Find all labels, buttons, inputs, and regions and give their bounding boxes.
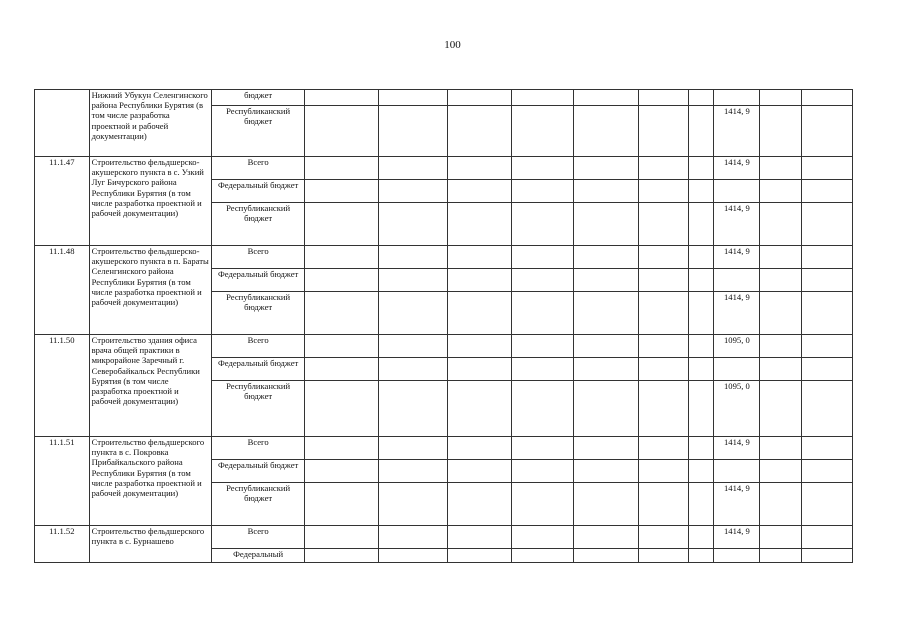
empty-cell <box>447 381 511 437</box>
empty-cell <box>447 269 511 292</box>
empty-cell <box>689 335 714 358</box>
funding-source: Республиканский бюджет <box>212 203 304 246</box>
amount-cell <box>714 269 760 292</box>
item-code: 11.1.52 <box>35 526 90 563</box>
empty-cell <box>573 106 638 157</box>
funding-source: Федеральный бюджет <box>212 269 304 292</box>
empty-cell <box>638 106 688 157</box>
empty-cell <box>802 157 853 180</box>
item-name: Строительство фельдшерско-акушерского пункта в п. Бараты Селенгинского района Республики Бурятия (в том числе разработка проектной и рабочей документации) <box>89 246 212 335</box>
empty-cell <box>573 90 638 106</box>
empty-cell <box>638 381 688 437</box>
empty-cell <box>379 381 447 437</box>
empty-cell <box>511 203 573 246</box>
empty-cell <box>802 269 853 292</box>
empty-cell <box>760 180 802 203</box>
empty-cell <box>802 292 853 335</box>
funding-source: Всего <box>212 246 304 269</box>
empty-cell <box>573 483 638 526</box>
empty-cell <box>304 90 379 106</box>
empty-cell <box>638 180 688 203</box>
empty-cell <box>379 483 447 526</box>
empty-cell <box>760 106 802 157</box>
empty-cell <box>304 203 379 246</box>
empty-cell <box>802 549 853 563</box>
funding-source: Федеральный бюджет <box>212 460 304 483</box>
empty-cell <box>379 90 447 106</box>
funding-source: Республиканский бюджет <box>212 292 304 335</box>
empty-cell <box>304 483 379 526</box>
empty-cell <box>379 157 447 180</box>
empty-cell <box>379 246 447 269</box>
empty-cell <box>689 437 714 460</box>
empty-cell <box>304 437 379 460</box>
empty-cell <box>379 549 447 563</box>
empty-cell <box>511 106 573 157</box>
empty-cell <box>379 292 447 335</box>
empty-cell <box>638 549 688 563</box>
amount-cell <box>714 90 760 106</box>
empty-cell <box>760 203 802 246</box>
empty-cell <box>760 358 802 381</box>
empty-cell <box>638 358 688 381</box>
empty-cell <box>802 335 853 358</box>
amount-cell: 1414, 9 <box>714 246 760 269</box>
empty-cell <box>573 549 638 563</box>
funding-source: Федеральный бюджет <box>212 358 304 381</box>
empty-cell <box>638 269 688 292</box>
empty-cell <box>802 526 853 549</box>
table-row <box>35 246 853 269</box>
empty-cell <box>511 483 573 526</box>
amount-cell: 1414, 9 <box>714 437 760 460</box>
amount-cell: 1414, 9 <box>714 526 760 549</box>
empty-cell <box>573 381 638 437</box>
empty-cell <box>573 292 638 335</box>
empty-cell <box>379 335 447 358</box>
empty-cell <box>802 483 853 526</box>
empty-cell <box>689 246 714 269</box>
empty-cell <box>379 358 447 381</box>
empty-cell <box>573 157 638 180</box>
empty-cell <box>573 203 638 246</box>
empty-cell <box>573 246 638 269</box>
empty-cell <box>379 526 447 549</box>
item-name: Строительство фельдшерского пункта в с. Бурнашево <box>89 526 212 563</box>
empty-cell <box>802 246 853 269</box>
empty-cell <box>689 460 714 483</box>
empty-cell <box>447 335 511 358</box>
funding-source: бюджет <box>212 90 304 106</box>
empty-cell <box>304 526 379 549</box>
empty-cell <box>760 246 802 269</box>
empty-cell <box>760 269 802 292</box>
item-code: 11.1.47 <box>35 157 90 246</box>
item-name: Строительство фельдшерско-акушерского пункта в с. Узкий Луг Бичурского района Республики Бурятия (в том числе разработка проектной и рабочей документации) <box>89 157 212 246</box>
funding-source: Федеральный бюджет <box>212 180 304 203</box>
empty-cell <box>304 335 379 358</box>
empty-cell <box>511 437 573 460</box>
empty-cell <box>511 358 573 381</box>
empty-cell <box>689 269 714 292</box>
empty-cell <box>511 269 573 292</box>
amount-cell <box>714 460 760 483</box>
empty-cell <box>760 483 802 526</box>
empty-cell <box>760 526 802 549</box>
empty-cell <box>760 90 802 106</box>
empty-cell <box>638 526 688 549</box>
empty-cell <box>689 180 714 203</box>
empty-cell <box>304 180 379 203</box>
empty-cell <box>447 549 511 563</box>
empty-cell <box>511 90 573 106</box>
empty-cell <box>379 180 447 203</box>
empty-cell <box>638 292 688 335</box>
empty-cell <box>447 358 511 381</box>
empty-cell <box>447 460 511 483</box>
empty-cell <box>573 460 638 483</box>
item-code: 11.1.51 <box>35 437 90 526</box>
amount-cell: 1414, 9 <box>714 483 760 526</box>
empty-cell <box>447 180 511 203</box>
empty-cell <box>511 335 573 358</box>
empty-cell <box>511 157 573 180</box>
empty-cell <box>802 437 853 460</box>
empty-cell <box>447 203 511 246</box>
amount-cell: 1414, 9 <box>714 157 760 180</box>
empty-cell <box>304 106 379 157</box>
empty-cell <box>689 381 714 437</box>
empty-cell <box>760 381 802 437</box>
funding-source: Республиканский бюджет <box>212 381 304 437</box>
empty-cell <box>447 526 511 549</box>
empty-cell <box>379 269 447 292</box>
amount-cell <box>714 358 760 381</box>
funding-source: Всего <box>212 526 304 549</box>
empty-cell <box>511 292 573 335</box>
funding-source: Всего <box>212 335 304 358</box>
empty-cell <box>447 483 511 526</box>
empty-cell <box>304 381 379 437</box>
empty-cell <box>304 157 379 180</box>
amount-cell: 1414, 9 <box>714 106 760 157</box>
empty-cell <box>689 90 714 106</box>
empty-cell <box>304 549 379 563</box>
empty-cell <box>447 90 511 106</box>
empty-cell <box>573 269 638 292</box>
empty-cell <box>511 460 573 483</box>
empty-cell <box>304 358 379 381</box>
amount-cell: 1095, 0 <box>714 381 760 437</box>
amount-cell <box>714 180 760 203</box>
empty-cell <box>802 358 853 381</box>
empty-cell <box>638 335 688 358</box>
empty-cell <box>802 106 853 157</box>
empty-cell <box>511 549 573 563</box>
item-name: Строительство здания офиса врача общей практики в микрорайоне Заречный г. Северобайкальск Республики Бурятия (в том числе разработка проектной и рабочей документации) <box>89 335 212 437</box>
empty-cell <box>447 246 511 269</box>
empty-cell <box>379 203 447 246</box>
item-name: Нижний Убукун Селенгинского района Республики Бурятия (в том числе разработка проектной и рабочей документации) <box>89 90 212 157</box>
empty-cell <box>638 246 688 269</box>
empty-cell <box>573 358 638 381</box>
empty-cell <box>760 335 802 358</box>
amount-cell <box>714 549 760 563</box>
item-code: 11.1.48 <box>35 246 90 335</box>
empty-cell <box>447 157 511 180</box>
empty-cell <box>638 437 688 460</box>
funding-source: Республиканский бюджет <box>212 106 304 157</box>
empty-cell <box>304 246 379 269</box>
budget-table <box>34 89 853 563</box>
empty-cell <box>689 358 714 381</box>
empty-cell <box>689 106 714 157</box>
amount-cell: 1414, 9 <box>714 203 760 246</box>
empty-cell <box>447 292 511 335</box>
empty-cell <box>573 335 638 358</box>
empty-cell <box>760 292 802 335</box>
empty-cell <box>689 526 714 549</box>
empty-cell <box>638 483 688 526</box>
empty-cell <box>689 292 714 335</box>
empty-cell <box>511 246 573 269</box>
funding-source: Федеральный <box>212 549 304 563</box>
funding-source: Всего <box>212 157 304 180</box>
item-code: 11.1.50 <box>35 335 90 437</box>
empty-cell <box>760 549 802 563</box>
empty-cell <box>304 269 379 292</box>
funding-source: Всего <box>212 437 304 460</box>
empty-cell <box>802 203 853 246</box>
empty-cell <box>573 526 638 549</box>
table-row <box>35 526 853 549</box>
empty-cell <box>689 549 714 563</box>
empty-cell <box>511 526 573 549</box>
table-row <box>35 90 853 106</box>
table-row <box>35 157 853 180</box>
empty-cell <box>689 483 714 526</box>
empty-cell <box>379 460 447 483</box>
empty-cell <box>304 460 379 483</box>
empty-cell <box>802 180 853 203</box>
empty-cell <box>760 437 802 460</box>
empty-cell <box>802 90 853 106</box>
amount-cell: 1414, 9 <box>714 292 760 335</box>
empty-cell <box>689 203 714 246</box>
page-number: 100 <box>444 39 461 51</box>
empty-cell <box>760 460 802 483</box>
empty-cell <box>447 106 511 157</box>
empty-cell <box>573 180 638 203</box>
empty-cell <box>573 437 638 460</box>
empty-cell <box>638 203 688 246</box>
empty-cell <box>304 292 379 335</box>
empty-cell <box>511 381 573 437</box>
table-row <box>35 335 853 358</box>
empty-cell <box>638 90 688 106</box>
item-code <box>35 90 90 157</box>
table-row <box>35 437 853 460</box>
funding-source: Республиканский бюджет <box>212 483 304 526</box>
item-name: Строительство фельдшерского пункта в с. Покровка Прибайкальского района Республики Бурятия (в том числе разработка проектной и рабочей документации) <box>89 437 212 526</box>
empty-cell <box>802 381 853 437</box>
empty-cell <box>511 180 573 203</box>
amount-cell: 1095, 0 <box>714 335 760 358</box>
empty-cell <box>689 157 714 180</box>
empty-cell <box>638 460 688 483</box>
empty-cell <box>760 157 802 180</box>
empty-cell <box>447 437 511 460</box>
empty-cell <box>379 437 447 460</box>
empty-cell <box>379 106 447 157</box>
empty-cell <box>638 157 688 180</box>
empty-cell <box>802 460 853 483</box>
